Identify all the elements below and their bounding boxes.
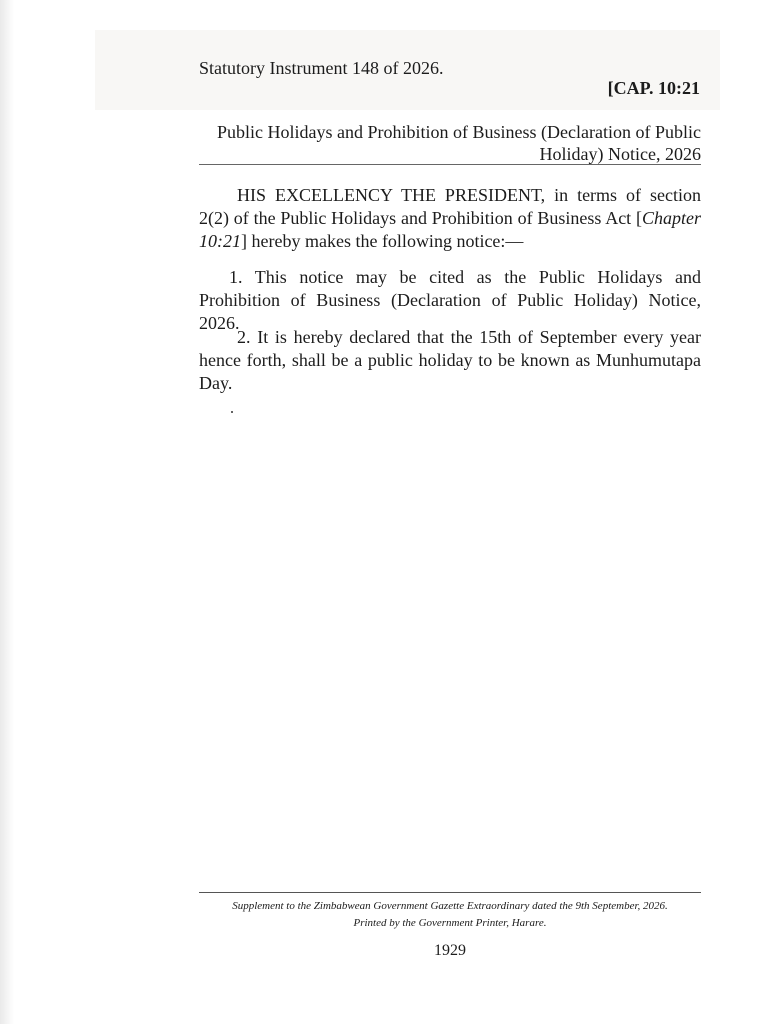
title-divider [199,164,701,165]
printer-line: Printed by the Government Printer, Harare. [353,917,547,929]
footer-divider [199,892,701,893]
stray-mark [231,411,233,413]
gazette-supplement-line: Supplement to the Zimbabwean Government Gazette Extraordinary dated the 9th September, 2026. [232,900,668,912]
page-edge-shadow [0,0,14,1024]
chapter-reference: [CAP. 10:21 [607,78,700,98]
notice-title-line-1: Public Holidays and Prohibition of Business (Declaration of Public [217,122,701,142]
preamble-text: HIS EXCELLENCY THE PRESIDENT, in terms of section 2(2) of the Public Holidays and Prohibition of Business Act [ [199,185,701,228]
section-1-text: 1. This notice may be cited as the Public Holidays and Prohibition of Business (Declaration of Public Holiday) Notice, 2026. [199,267,701,333]
instrument-number: Statutory Instrument 148 of 2026. [199,58,444,78]
page-number: 1929 [434,942,466,959]
preamble-chapter-italic: Chapter 10:21 [199,208,701,251]
preamble-paragraph [199,184,701,253]
preamble-text-end: ] hereby makes the following notice:— [241,231,524,251]
notice-title [199,121,701,165]
footer-note [199,898,701,932]
section-2-text: 2. It is hereby declared that the 15th of September every year hence forth, shall be a public holiday to be known as Munhumutapa Day. [199,327,701,393]
notice-title-line-2: Holiday) Notice, 2026 [539,144,701,164]
section-1-paragraph [199,266,701,335]
section-2-paragraph [199,326,701,395]
